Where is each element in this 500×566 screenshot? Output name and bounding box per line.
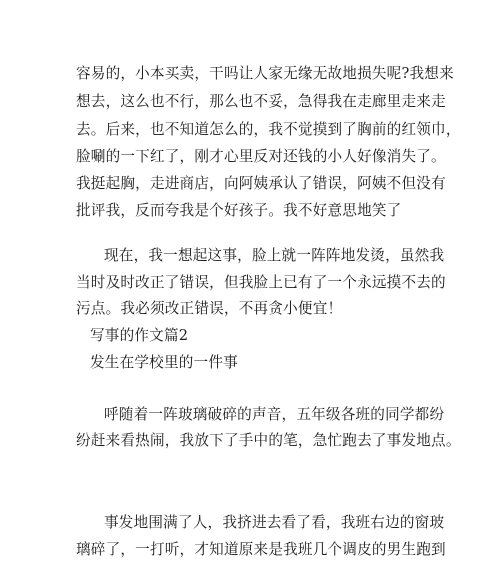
paragraph-line: 璃碎了，一打听，才知道原来是我班几个调皮的男生跑到 bbox=[76, 541, 446, 558]
paragraph-line: 我挺起胸，走进商店，向阿姨承认了错误，阿姨不但没有 bbox=[76, 175, 446, 192]
paragraph-line: 现在，我一想起这事，脸上就一阵阵地发烫，虽然我 bbox=[104, 247, 445, 264]
section-heading: 写事的作文篇2 bbox=[90, 327, 189, 344]
paragraph-line: 去。后来，也不知道怎么的，我不觉摸到了胸前的红领巾， bbox=[76, 121, 461, 138]
paragraph-line: 事发地围满了人，我挤进去看了看，我班右边的窗玻 bbox=[104, 514, 445, 531]
paragraph-line: 当时及时改正了错误，但我脸上已有了一个永远摸不去的 bbox=[76, 274, 446, 291]
paragraph-line: 脸唰的一下红了，刚才心里反对还钱的小人好像消失了。 bbox=[76, 148, 446, 165]
paragraph-line: 污点。我必须改正错误，不再贪小便宜！ bbox=[76, 300, 343, 317]
paragraph-line: 想去，这么也不行，那么也不妥，急得我在走廊里走来走 bbox=[76, 93, 446, 110]
paragraph-line: 批评我，反而夸我是个好孩子。我不好意思地笑了 bbox=[76, 202, 402, 219]
paragraph-line: 容易的，小本买卖，干吗让人家无缘无故地损失呢?我想来 bbox=[76, 65, 454, 82]
paragraph-line: 呼随着一阵玻璃破碎的声音，五年级各班的同学都纷 bbox=[104, 406, 445, 423]
paragraph-line: 纷赶来看热闹，我放下了手中的笔，急忙跑去了事发地点。 bbox=[76, 432, 461, 449]
essay-title: 发生在学校里的一件事 bbox=[90, 354, 238, 371]
